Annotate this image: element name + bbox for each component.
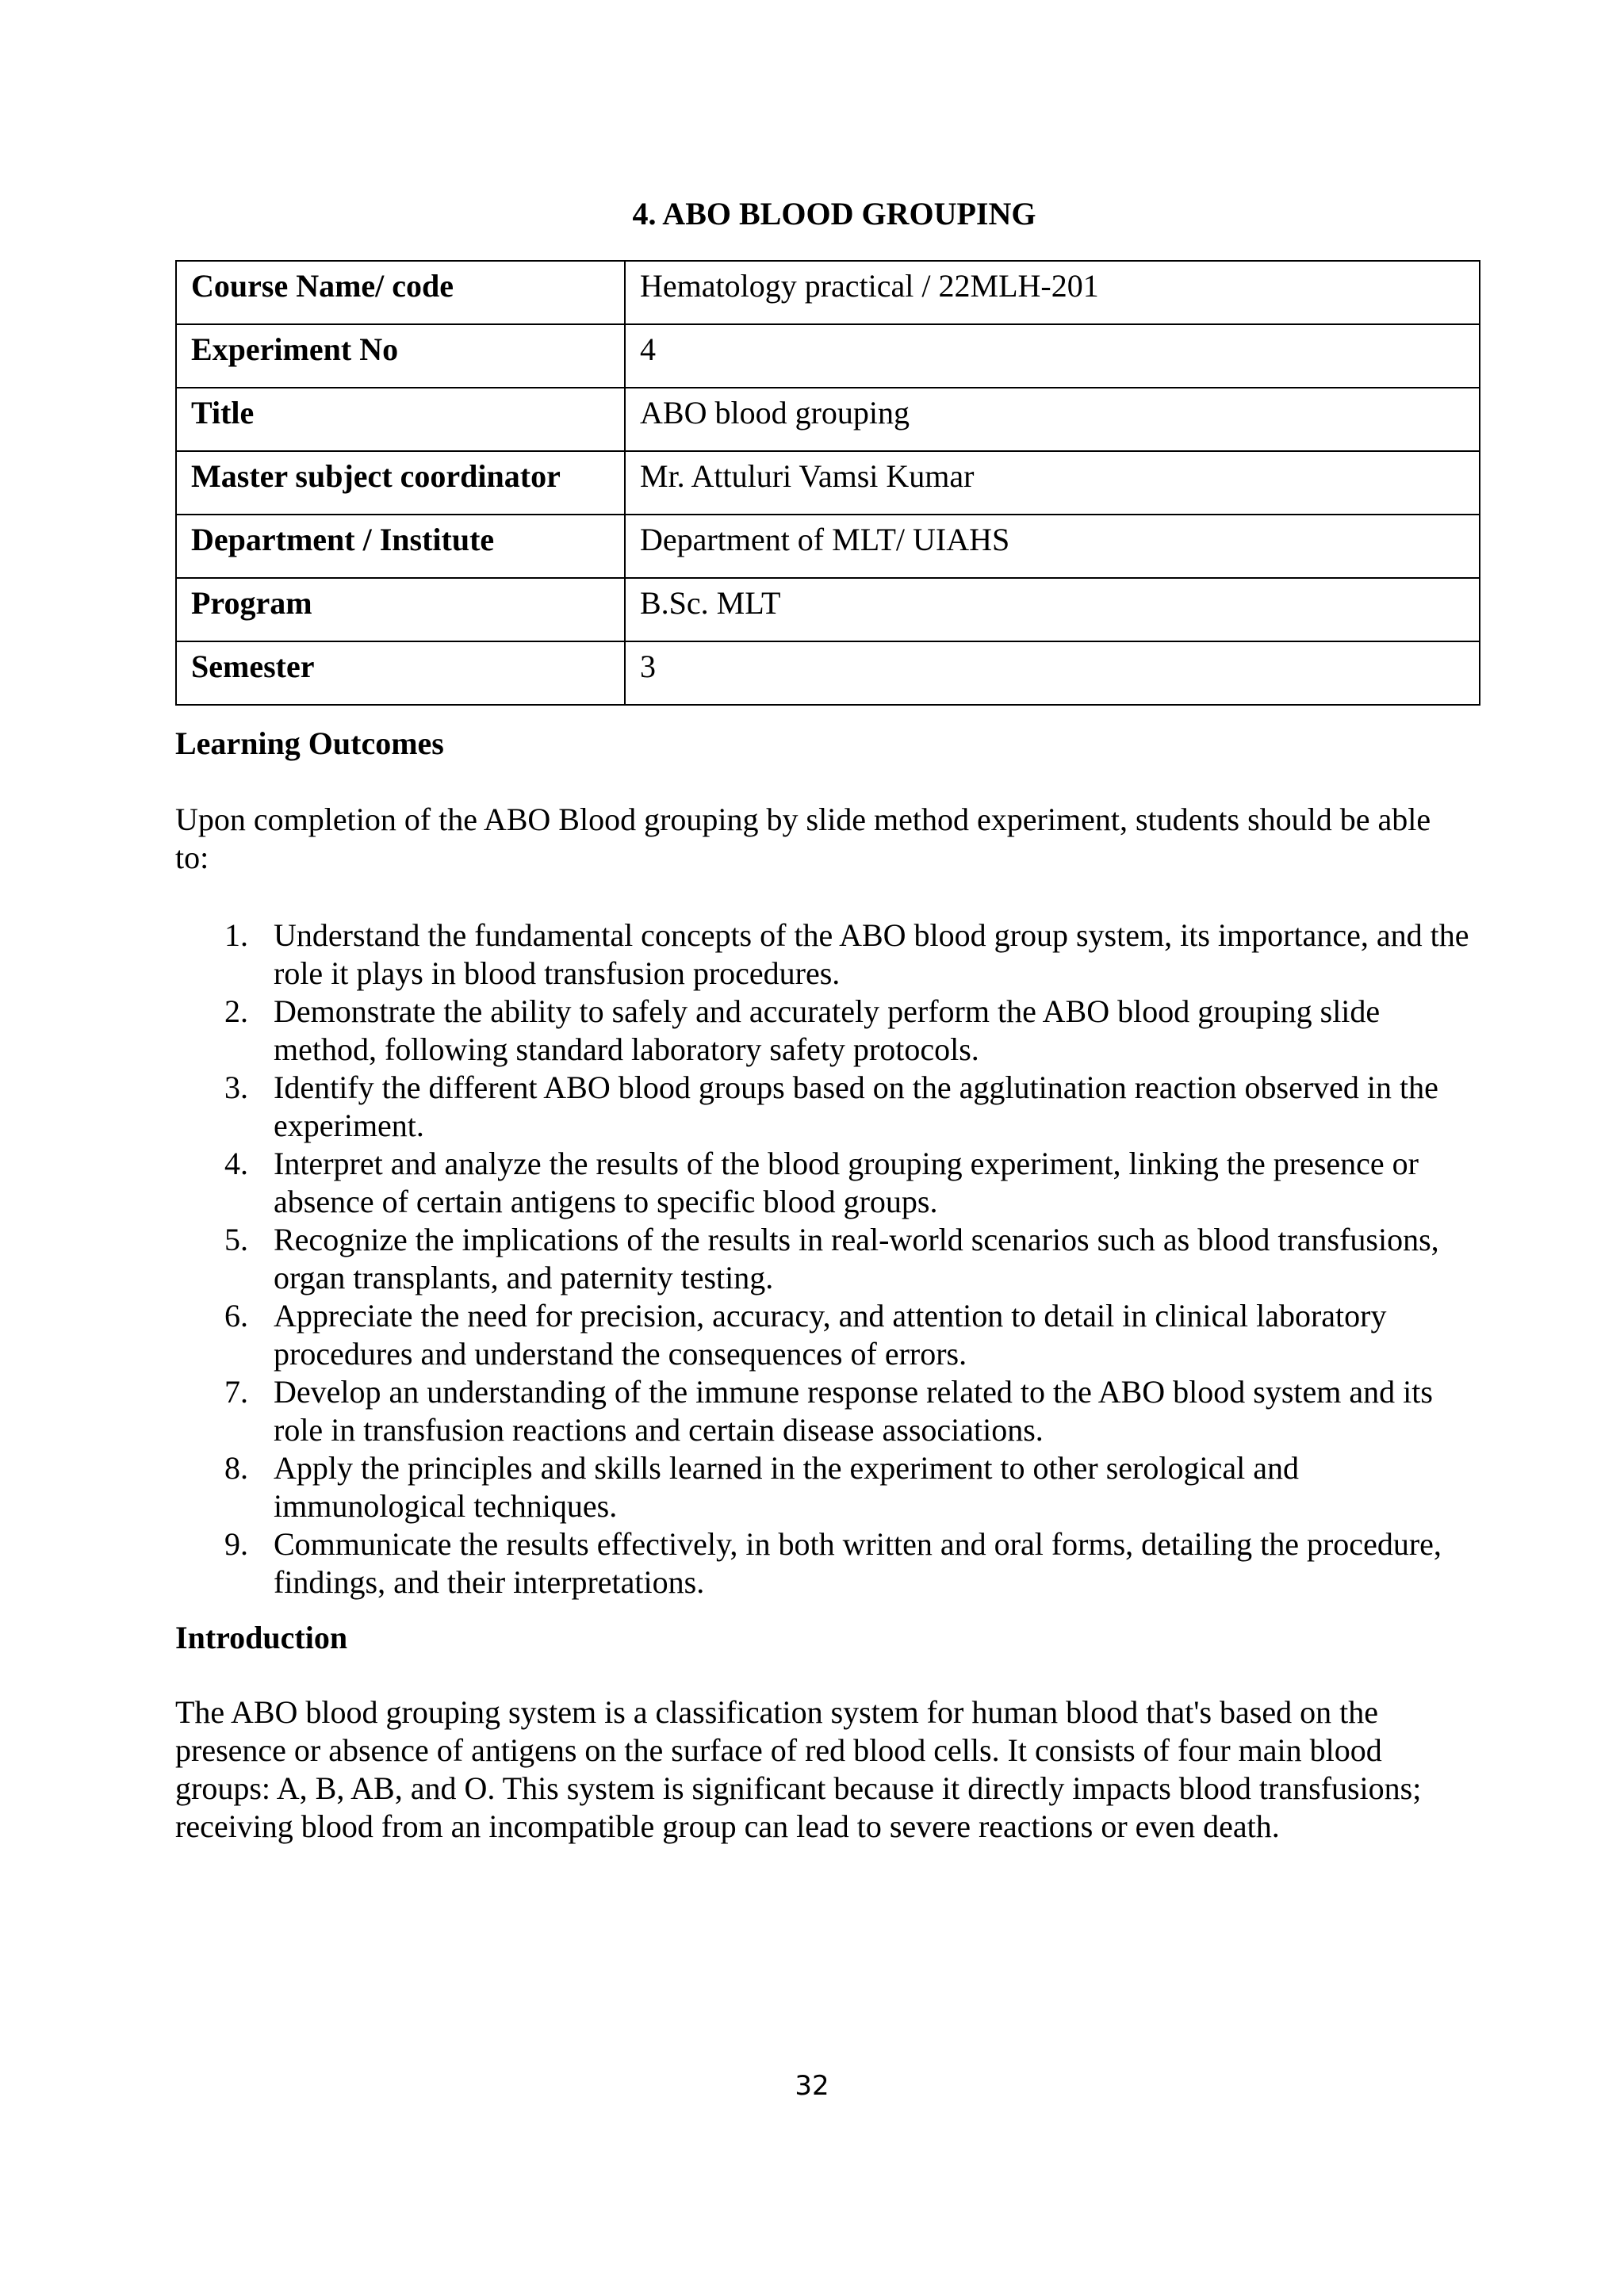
list-item: [175, 1069, 1476, 1145]
learning-outcomes-heading: Learning Outcomes: [175, 725, 444, 761]
learning-outcomes-intro: Upon completion of the ABO Blood grouping by slide method experiment, students should be able to:: [175, 802, 1431, 875]
page-number: 32: [795, 2070, 829, 2102]
table-value-cell: Hematology practical / 22MLH-201: [625, 261, 1480, 324]
table-value-cell: 4: [625, 324, 1480, 388]
list-item-text: Apply the principles and skills learned in the experiment to other serological and immunological techniques.: [274, 1450, 1299, 1524]
table-value-cell: 3: [625, 641, 1480, 705]
learning-outcomes-list: [175, 916, 1476, 1601]
table-label-cell: Department / Institute: [176, 515, 625, 578]
table-value-cell: Mr. Attuluri Vamsi Kumar: [625, 451, 1480, 515]
table-value-cell: B.Sc. MLT: [625, 578, 1480, 641]
list-item-text: Appreciate the need for precision, accuracy, and attention to detail in clinical laboratory procedures and understand the consequences of errors.: [274, 1298, 1387, 1372]
table-label-cell: Semester: [176, 641, 625, 705]
list-item-number: 2.: [224, 993, 248, 1029]
table-label-cell: Program: [176, 578, 625, 641]
table-row: [176, 451, 1480, 515]
list-item-number: 1.: [224, 917, 248, 953]
table-label-cell: Course Name/ code: [176, 261, 625, 324]
list-item-number: 4.: [224, 1146, 248, 1181]
table-row: [176, 324, 1480, 388]
list-item-text: Communicate the results effectively, in both written and oral forms, detailing the procedure, findings, and their interpretations.: [274, 1526, 1442, 1600]
table-label-cell: Title: [176, 388, 625, 451]
table-value-cell: ABO blood grouping: [625, 388, 1480, 451]
list-item-number: 8.: [224, 1450, 248, 1486]
page-title: 4. ABO BLOOD GROUPING: [632, 196, 1036, 232]
table-row: [176, 261, 1480, 324]
list-item-number: 5.: [224, 1222, 248, 1257]
list-item: [175, 993, 1476, 1069]
introduction-text: The ABO blood grouping system is a classification system for human blood that's based on the presence or absence of antigens on the surface of red blood cells. It consists of four main blood groups: A, B, AB, and O. This system is significant because it directly impacts blood transfusions; receiving blood from an incompatible group can lead to severe reactions or even death.: [175, 1694, 1422, 1844]
list-item-text: Understand the fundamental concepts of the ABO blood group system, its importance, and the role it plays in blood transfusion procedures.: [274, 917, 1469, 991]
list-item: [175, 916, 1476, 993]
list-item: [175, 1449, 1476, 1525]
table-row: [176, 388, 1480, 451]
list-item: [175, 1525, 1476, 1601]
table-label-cell: Experiment No: [176, 324, 625, 388]
list-item-number: 9.: [224, 1526, 248, 1562]
table-row: [176, 641, 1480, 705]
list-item: [175, 1221, 1476, 1297]
introduction-heading: Introduction: [175, 1620, 348, 1655]
list-item-number: 6.: [224, 1298, 248, 1334]
table-row: [176, 515, 1480, 578]
list-item-text: Identify the different ABO blood groups based on the agglutination reaction observed in the experiment.: [274, 1070, 1438, 1143]
list-item: [175, 1145, 1476, 1221]
list-item-text: Demonstrate the ability to safely and accurately perform the ABO blood grouping slide method, following standard laboratory safety protocols.: [274, 993, 1381, 1067]
table-value-cell: Department of MLT/ UIAHS: [625, 515, 1480, 578]
list-item-text: Interpret and analyze the results of the blood grouping experiment, linking the presence or absence of certain antigens to specific blood groups.: [274, 1146, 1419, 1219]
experiment-info-table: [175, 260, 1480, 706]
table-label-cell: Master subject coordinator: [176, 451, 625, 515]
list-item-number: 7.: [224, 1374, 248, 1410]
list-item-number: 3.: [224, 1070, 248, 1105]
list-item-text: Develop an understanding of the immune response related to the ABO blood system and its role in transfusion reactions and certain disease associations.: [274, 1374, 1433, 1448]
table-row: [176, 578, 1480, 641]
list-item-text: Recognize the implications of the results in real-world scenarios such as blood transfusions, organ transplants, and paternity testing.: [274, 1222, 1439, 1295]
list-item: [175, 1373, 1476, 1449]
list-item: [175, 1297, 1476, 1373]
